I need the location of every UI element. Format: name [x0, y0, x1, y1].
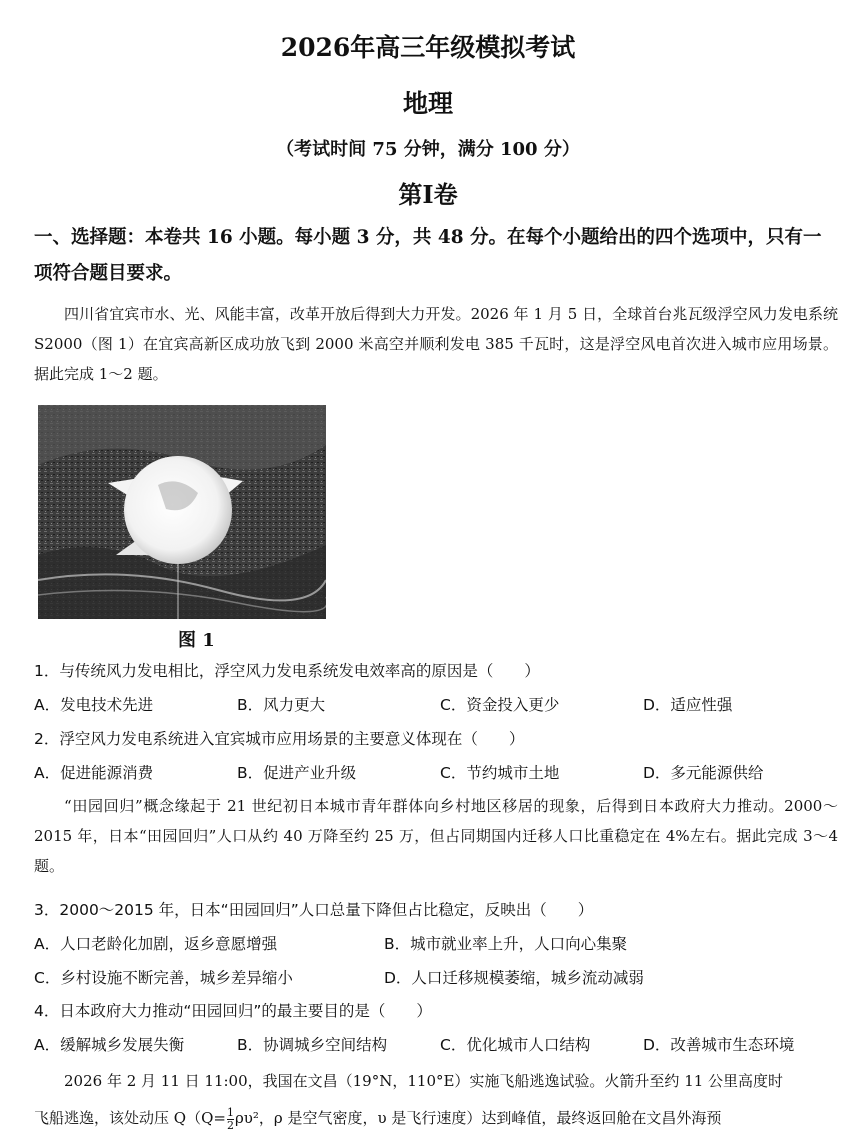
exam-title: 2026年高三年级模拟考试 [280, 33, 576, 62]
question-3-options-row-1 [34, 932, 838, 956]
question-1-options [34, 693, 838, 717]
question-3-options-row-2 [34, 966, 838, 990]
airship-photo-illustration [38, 405, 326, 619]
question-4-options [34, 1033, 838, 1057]
question-2-stem: 2．浮空风力发电系统进入宜宾城市应用场景的主要意义体现在（ ） [34, 730, 525, 748]
q3-option-a[interactable]: A．人口老龄化加剧，返乡意愿增强 [34, 935, 278, 953]
q1-option-a[interactable]: A．发电技术先进 [34, 696, 154, 714]
formula-denominator: 2 [226, 1118, 234, 1132]
q2-option-b[interactable]: B．促进产业升级 [237, 764, 357, 782]
passage-2 [34, 791, 838, 881]
q2-option-d[interactable]: D．多元能源供给 [643, 764, 764, 782]
q1-option-b[interactable]: B．风力更大 [237, 696, 326, 714]
q1-option-d[interactable]: D．适应性强 [643, 696, 733, 714]
exam-info: （考试时间 75 分钟，满分 100 分） [276, 139, 580, 160]
passage-3-line-2-rest: ρυ²，ρ 是空气密度，υ 是飞行速度）达到峰值，最终返回舱在文昌外海预 [234, 1109, 722, 1127]
q3-option-b[interactable]: B．城市就业率上升，人口向心集聚 [384, 935, 628, 953]
q1-option-c[interactable]: C．资金投入更少 [440, 696, 560, 714]
q2-option-a[interactable]: A．促进能源消费 [34, 764, 154, 782]
question-1-stem: 1．与传统风力发电相比，浮空风力发电系统发电效率高的原因是（ ） [34, 662, 540, 680]
q4-option-c[interactable]: C．优化城市人口结构 [440, 1036, 591, 1054]
figure-1-photo [38, 405, 326, 619]
subject-title: 地理 [402, 89, 453, 118]
volume-title: 第I卷 [398, 180, 458, 209]
question-2-options [34, 761, 838, 785]
passage-1-text: 四川省宜宾市水、光、风能丰富，改革开放后得到大力开发。2026 年 1 月 5 日，全球首台兆瓦级浮空风力发电系统 S2000（图 1）在宜宾高新区成功放飞到 2000 米高空并顺利发电 385 千瓦时，这是浮空风电首次进入城市应用场景。据此完成 1～2 题。 [34, 305, 838, 383]
question-3-stem: 3．2000～2015 年，日本“田园回归”人口总量下降但占比稳定，反映出（ ） [34, 901, 594, 919]
q3-option-c[interactable]: C．乡村设施不断完善，城乡差异缩小 [34, 969, 293, 987]
passage-3-line-2 [34, 1103, 838, 1133]
formula-numerator: 1 [226, 1105, 234, 1119]
question-4-stem: 4．日本政府大力推动“田园回归”的最主要目的是（ ） [34, 1002, 432, 1020]
section-heading: 一、选择题：本卷共 16 小题。每小题 3 分，共 48 分。在每个小题给出的四个选项中，只有一项符合题目要求。 [34, 227, 822, 284]
q4-option-b[interactable]: B．协调城乡空间结构 [237, 1036, 388, 1054]
q4-option-a[interactable]: A．缓解城乡发展失衡 [34, 1036, 185, 1054]
formula-fraction [227, 1107, 234, 1132]
passage-3-line-2-prefix: 飞船逃逸，该处动压 Q（Q= [34, 1109, 226, 1127]
q3-option-d[interactable]: D．人口迁移规模萎缩，城乡流动减弱 [384, 969, 644, 987]
figure-1-caption: 图 1 [178, 630, 215, 651]
passage-3-line-1 [34, 1066, 838, 1096]
passage-3-line-1-text: 2026 年 2 月 11 日 11:00，我国在文昌（19°N，110°E）实施飞船逃逸试验。火箭升至约 11 公里高度时 [64, 1072, 784, 1090]
passage-2-text: “田园回归”概念缘起于 21 世纪初日本城市青年群体向乡村地区移居的现象，后得到日本政府大力推动。2000～2015 年，日本“田园回归”人口从约 40 万降至约 25 万，但占同期国内迁移人口比重稳定在 4%左右。据此完成 3～4 题。 [34, 797, 838, 875]
q2-option-c[interactable]: C．节约城市土地 [440, 764, 560, 782]
q4-option-d[interactable]: D．改善城市生态环境 [643, 1036, 795, 1054]
passage-1 [34, 299, 838, 389]
